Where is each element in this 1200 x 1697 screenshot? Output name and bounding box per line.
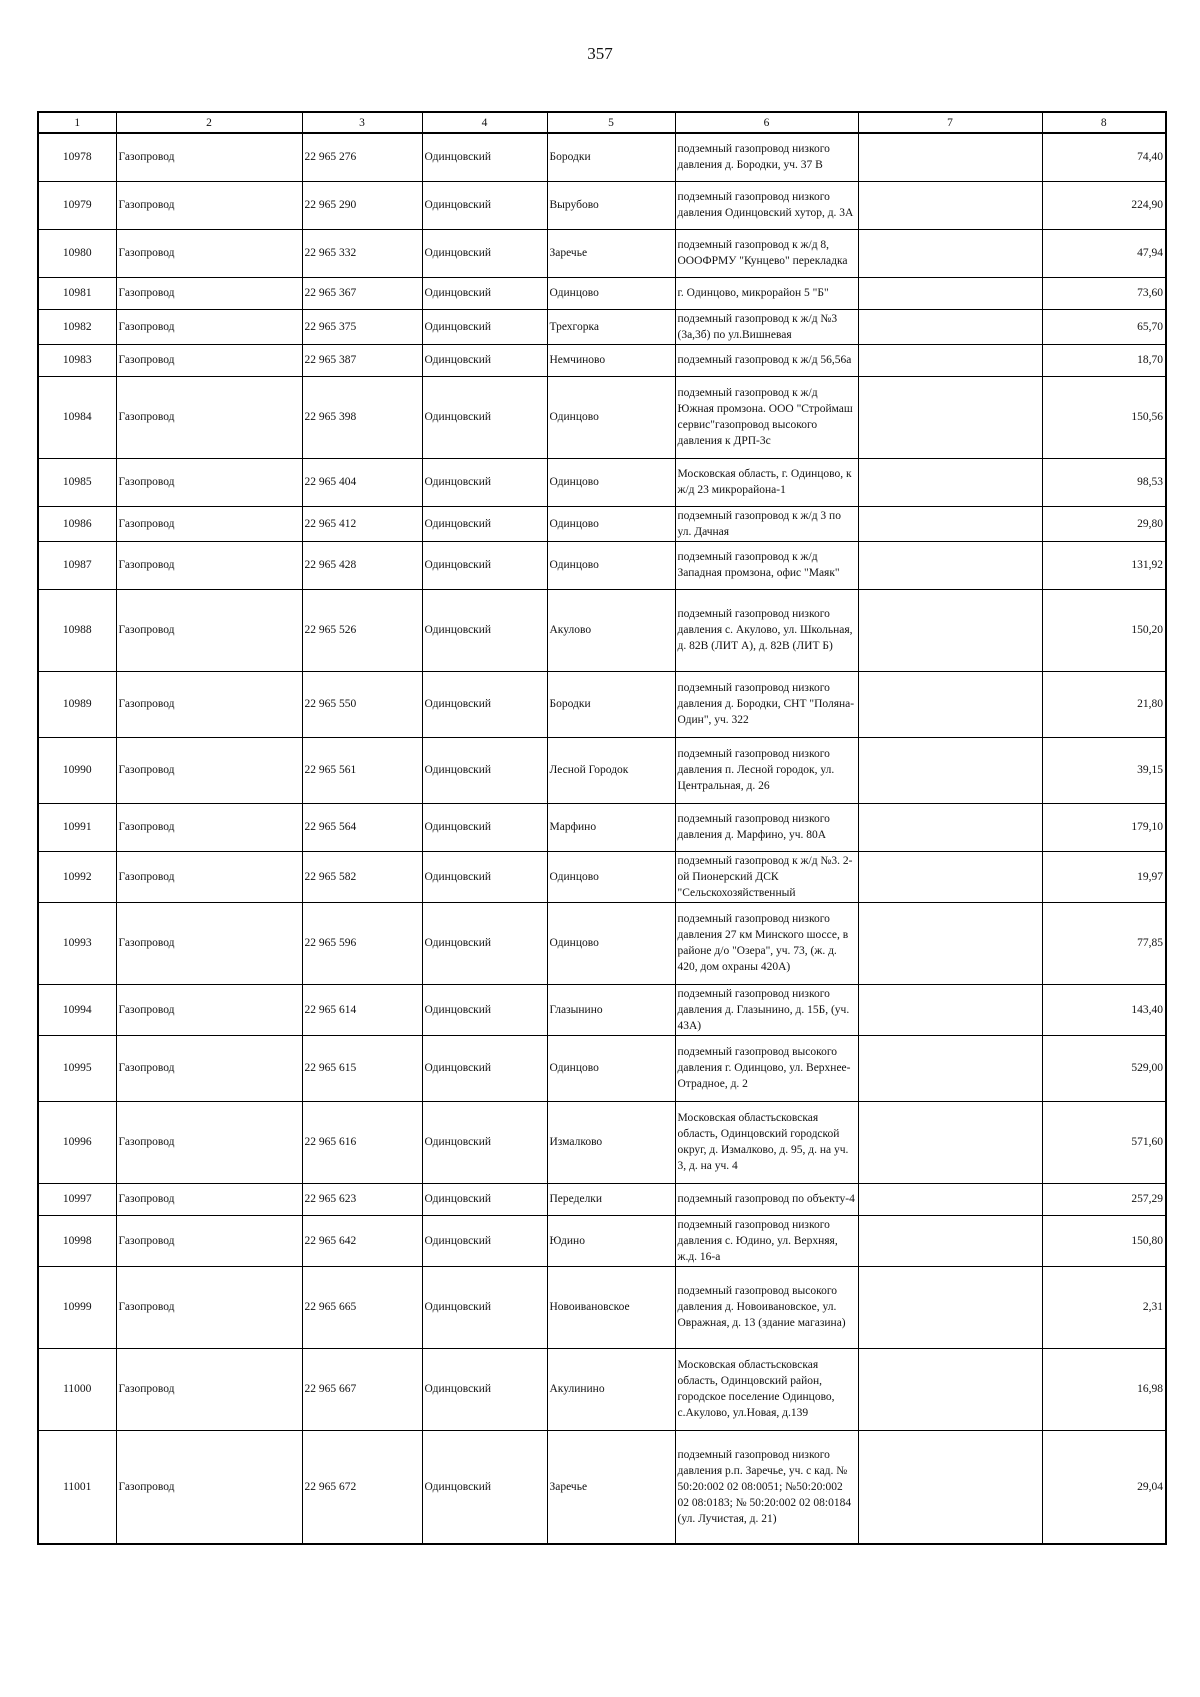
row-number: 10978 [38, 133, 116, 181]
column-7 [858, 1183, 1042, 1215]
object-code: 22 965 615 [302, 1035, 422, 1101]
locality: Немчиново [547, 344, 675, 376]
column-7 [858, 589, 1042, 671]
table-row [38, 1215, 1166, 1266]
object-code: 22 965 276 [302, 133, 422, 181]
length-value: 257,29 [1042, 1183, 1166, 1215]
column-7 [858, 376, 1042, 458]
row-number: 11000 [38, 1348, 116, 1430]
object-code: 22 965 550 [302, 671, 422, 737]
object-type: Газопровод [116, 277, 302, 309]
length-value: 143,40 [1042, 984, 1166, 1035]
row-number: 10993 [38, 902, 116, 984]
district: Одинцовский [422, 376, 547, 458]
table-row [38, 506, 1166, 541]
column-7 [858, 344, 1042, 376]
table-row [38, 1266, 1166, 1348]
row-number: 10995 [38, 1035, 116, 1101]
district: Одинцовский [422, 506, 547, 541]
object-code: 22 965 412 [302, 506, 422, 541]
row-number: 10994 [38, 984, 116, 1035]
object-code: 22 965 616 [302, 1101, 422, 1183]
district: Одинцовский [422, 851, 547, 902]
row-number: 10988 [38, 589, 116, 671]
table-row [38, 309, 1166, 344]
column-7 [858, 229, 1042, 277]
locality: Вырубово [547, 181, 675, 229]
length-value: 98,53 [1042, 458, 1166, 506]
row-number: 10981 [38, 277, 116, 309]
description: подземный газопровод низкого давления д. Бородки, СНТ "Поляна-Один", уч. 322 [675, 671, 858, 737]
column-7 [858, 309, 1042, 344]
locality: Лесной Городок [547, 737, 675, 803]
table-row [38, 277, 1166, 309]
length-value: 77,85 [1042, 902, 1166, 984]
column-7 [858, 541, 1042, 589]
column-header-row [38, 112, 1166, 133]
object-code: 22 965 596 [302, 902, 422, 984]
object-type: Газопровод [116, 851, 302, 902]
object-type: Газопровод [116, 344, 302, 376]
length-value: 150,56 [1042, 376, 1166, 458]
description: подземный газопровод низкого давления с. Юдино, ул. Верхняя, ж.д. 16-а [675, 1215, 858, 1266]
table-row [38, 181, 1166, 229]
object-type: Газопровод [116, 1348, 302, 1430]
object-type: Газопровод [116, 589, 302, 671]
locality: Одинцово [547, 376, 675, 458]
locality: Бородки [547, 671, 675, 737]
length-value: 571,60 [1042, 1101, 1166, 1183]
column-7 [858, 1430, 1042, 1544]
locality: Заречье [547, 229, 675, 277]
row-number: 10979 [38, 181, 116, 229]
description: подземный газопровод низкого давления с. Акулово, ул. Школьная, д. 82В (ЛИТ А), д. 82В (ЛИТ Б) [675, 589, 858, 671]
table-row [38, 984, 1166, 1035]
column-header: 1 [38, 112, 116, 133]
column-header: 2 [116, 112, 302, 133]
locality: Акулово [547, 589, 675, 671]
object-code: 22 965 290 [302, 181, 422, 229]
table-row [38, 133, 1166, 181]
column-header: 4 [422, 112, 547, 133]
row-number: 10997 [38, 1183, 116, 1215]
row-number: 10985 [38, 458, 116, 506]
object-code: 22 965 332 [302, 229, 422, 277]
object-code: 22 965 623 [302, 1183, 422, 1215]
district: Одинцовский [422, 133, 547, 181]
length-value: 16,98 [1042, 1348, 1166, 1430]
length-value: 179,10 [1042, 803, 1166, 851]
row-number: 10990 [38, 737, 116, 803]
table-row [38, 737, 1166, 803]
length-value: 73,60 [1042, 277, 1166, 309]
object-type: Газопровод [116, 229, 302, 277]
length-value: 529,00 [1042, 1035, 1166, 1101]
district: Одинцовский [422, 902, 547, 984]
row-number: 10983 [38, 344, 116, 376]
object-type: Газопровод [116, 1035, 302, 1101]
table-row [38, 803, 1166, 851]
object-type: Газопровод [116, 902, 302, 984]
description: подземный газопровод низкого давления д. Марфино, уч. 80А [675, 803, 858, 851]
object-code: 22 965 614 [302, 984, 422, 1035]
column-header: 6 [675, 112, 858, 133]
row-number: 10987 [38, 541, 116, 589]
locality: Акулинино [547, 1348, 675, 1430]
column-7 [858, 671, 1042, 737]
row-number: 10991 [38, 803, 116, 851]
row-number: 10992 [38, 851, 116, 902]
description: подземный газопровод низкого давления п. Лесной городок, ул. Центральная, д. 26 [675, 737, 858, 803]
description: подземный газопровод высокого давления д. Новоивановское, ул. Овражная, д. 13 (здание магазина) [675, 1266, 858, 1348]
district: Одинцовский [422, 984, 547, 1035]
object-type: Газопровод [116, 803, 302, 851]
column-7 [858, 506, 1042, 541]
object-type: Газопровод [116, 1101, 302, 1183]
length-value: 224,90 [1042, 181, 1166, 229]
district: Одинцовский [422, 344, 547, 376]
column-7 [858, 851, 1042, 902]
table-row [38, 1430, 1166, 1544]
object-code: 22 965 564 [302, 803, 422, 851]
object-type: Газопровод [116, 506, 302, 541]
table-row [38, 902, 1166, 984]
locality: Новоивановское [547, 1266, 675, 1348]
length-value: 2,31 [1042, 1266, 1166, 1348]
description: подземный газопровод низкого давления д. Глазынино, д. 15Б, (уч. 43А) [675, 984, 858, 1035]
registry-table [37, 111, 1167, 1545]
district: Одинцовский [422, 309, 547, 344]
column-header: 3 [302, 112, 422, 133]
object-code: 22 965 526 [302, 589, 422, 671]
object-type: Газопровод [116, 181, 302, 229]
locality: Глазынино [547, 984, 675, 1035]
length-value: 21,80 [1042, 671, 1166, 737]
description: Московская областьсковская область, Одинцовский район, городское поселение Одинцово, с.Акулово, ул.Новая, д.139 [675, 1348, 858, 1430]
column-header: 8 [1042, 112, 1166, 133]
locality: Юдино [547, 1215, 675, 1266]
description: подземный газопровод низкого давления р.п. Заречье, уч. с кад. № 50:20:002 02 08:0051; №50:20:002 02 08:0183; № 50:20:002 02 08:0184 (ул. Лучистая, д. 21) [675, 1430, 858, 1544]
district: Одинцовский [422, 1183, 547, 1215]
column-7 [858, 803, 1042, 851]
object-code: 22 965 367 [302, 277, 422, 309]
object-code: 22 965 387 [302, 344, 422, 376]
table-row [38, 1183, 1166, 1215]
column-7 [858, 277, 1042, 309]
description: подземный газопровод низкого давления Одинцовский хутор, д. 3А [675, 181, 858, 229]
object-code: 22 965 665 [302, 1266, 422, 1348]
column-7 [858, 1348, 1042, 1430]
length-value: 29,80 [1042, 506, 1166, 541]
description: Московская областьсковская область, Одинцовский городской округ, д. Измалково, д. 95, д. на уч. 3, д. на уч. 4 [675, 1101, 858, 1183]
length-value: 65,70 [1042, 309, 1166, 344]
column-7 [858, 737, 1042, 803]
object-code: 22 965 428 [302, 541, 422, 589]
description: подземный газопровод высокого давления г. Одинцово, ул. Верхнее-Отрадное, д. 2 [675, 1035, 858, 1101]
row-number: 10996 [38, 1101, 116, 1183]
description: подземный газопровод к ж/д Южная промзона. ООО "Строймаш сервис"газопровод высокого давления к ДРП-3с [675, 376, 858, 458]
row-number: 10982 [38, 309, 116, 344]
object-code: 22 965 398 [302, 376, 422, 458]
length-value: 74,40 [1042, 133, 1166, 181]
column-7 [858, 1035, 1042, 1101]
length-value: 47,94 [1042, 229, 1166, 277]
locality: Одинцово [547, 1035, 675, 1101]
locality: Переделки [547, 1183, 675, 1215]
object-type: Газопровод [116, 1183, 302, 1215]
table-row [38, 589, 1166, 671]
district: Одинцовский [422, 803, 547, 851]
district: Одинцовский [422, 1430, 547, 1544]
page-number: 357 [587, 44, 613, 63]
object-code: 22 965 404 [302, 458, 422, 506]
table-row [38, 376, 1166, 458]
row-number: 10984 [38, 376, 116, 458]
locality: Трехгорка [547, 309, 675, 344]
row-number: 10998 [38, 1215, 116, 1266]
object-type: Газопровод [116, 376, 302, 458]
locality: Измалково [547, 1101, 675, 1183]
table-row [38, 458, 1166, 506]
object-type: Газопровод [116, 671, 302, 737]
district: Одинцовский [422, 1035, 547, 1101]
object-type: Газопровод [116, 133, 302, 181]
column-7 [858, 1215, 1042, 1266]
description: Московская область, г. Одинцово, к ж/д 23 микрорайона-1 [675, 458, 858, 506]
description: г. Одинцово, микрорайон 5 "Б" [675, 277, 858, 309]
district: Одинцовский [422, 671, 547, 737]
description: подземный газопровод к ж/д 3 по ул. Дачная [675, 506, 858, 541]
table-row [38, 1348, 1166, 1430]
column-header: 5 [547, 112, 675, 133]
description: подземный газопровод по объекту-4 [675, 1183, 858, 1215]
object-type: Газопровод [116, 1430, 302, 1544]
row-number: 10980 [38, 229, 116, 277]
description: подземный газопровод к ж/д 8, ОООФРМУ "Кунцево" перекладка [675, 229, 858, 277]
object-code: 22 965 375 [302, 309, 422, 344]
column-7 [858, 1266, 1042, 1348]
length-value: 29,04 [1042, 1430, 1166, 1544]
object-type: Газопровод [116, 1215, 302, 1266]
locality: Одинцово [547, 277, 675, 309]
district: Одинцовский [422, 181, 547, 229]
description: подземный газопровод к ж/д 56,56а [675, 344, 858, 376]
length-value: 18,70 [1042, 344, 1166, 376]
description: подземный газопровод низкого давления 27 км Минского шоссе, в районе д/о "Озера", уч. 73, (ж. д. 420, дом охраны 420А) [675, 902, 858, 984]
row-number: 10999 [38, 1266, 116, 1348]
table-row [38, 344, 1166, 376]
object-type: Газопровод [116, 1266, 302, 1348]
object-type: Газопровод [116, 984, 302, 1035]
table-row [38, 229, 1166, 277]
district: Одинцовский [422, 277, 547, 309]
district: Одинцовский [422, 458, 547, 506]
length-value: 131,92 [1042, 541, 1166, 589]
column-7 [858, 458, 1042, 506]
length-value: 150,20 [1042, 589, 1166, 671]
column-7 [858, 984, 1042, 1035]
locality: Одинцово [547, 902, 675, 984]
table-row [38, 541, 1166, 589]
length-value: 39,15 [1042, 737, 1166, 803]
description: подземный газопровод к ж/д Западная промзона, офис "Маяк" [675, 541, 858, 589]
table-row [38, 1101, 1166, 1183]
locality: Одинцово [547, 506, 675, 541]
table-row [38, 671, 1166, 737]
district: Одинцовский [422, 737, 547, 803]
district: Одинцовский [422, 229, 547, 277]
locality: Одинцово [547, 541, 675, 589]
table-body [38, 133, 1166, 1544]
locality: Бородки [547, 133, 675, 181]
column-7 [858, 902, 1042, 984]
column-header: 7 [858, 112, 1042, 133]
column-7 [858, 181, 1042, 229]
object-code: 22 965 561 [302, 737, 422, 803]
district: Одинцовский [422, 589, 547, 671]
row-number: 10989 [38, 671, 116, 737]
locality: Марфино [547, 803, 675, 851]
column-7 [858, 1101, 1042, 1183]
object-code: 22 965 642 [302, 1215, 422, 1266]
description: подземный газопровод к ж/д №3. 2-ой Пионерский ДСК "Сельскохозяйственный [675, 851, 858, 902]
object-type: Газопровод [116, 458, 302, 506]
district: Одинцовский [422, 1348, 547, 1430]
length-value: 150,80 [1042, 1215, 1166, 1266]
table-row [38, 1035, 1166, 1101]
district: Одинцовский [422, 1215, 547, 1266]
locality: Одинцово [547, 851, 675, 902]
district: Одинцовский [422, 541, 547, 589]
description: подземный газопровод низкого давления д. Бородки, уч. 37 В [675, 133, 858, 181]
object-code: 22 965 672 [302, 1430, 422, 1544]
length-value: 19,97 [1042, 851, 1166, 902]
table-row [38, 851, 1166, 902]
object-type: Газопровод [116, 737, 302, 803]
district: Одинцовский [422, 1266, 547, 1348]
locality: Одинцово [547, 458, 675, 506]
object-type: Газопровод [116, 309, 302, 344]
row-number: 11001 [38, 1430, 116, 1544]
object-code: 22 965 667 [302, 1348, 422, 1430]
object-type: Газопровод [116, 541, 302, 589]
column-7 [858, 133, 1042, 181]
locality: Заречье [547, 1430, 675, 1544]
district: Одинцовский [422, 1101, 547, 1183]
row-number: 10986 [38, 506, 116, 541]
description: подземный газопровод к ж/д №3 (3а,3б) по ул.Вишневая [675, 309, 858, 344]
object-code: 22 965 582 [302, 851, 422, 902]
